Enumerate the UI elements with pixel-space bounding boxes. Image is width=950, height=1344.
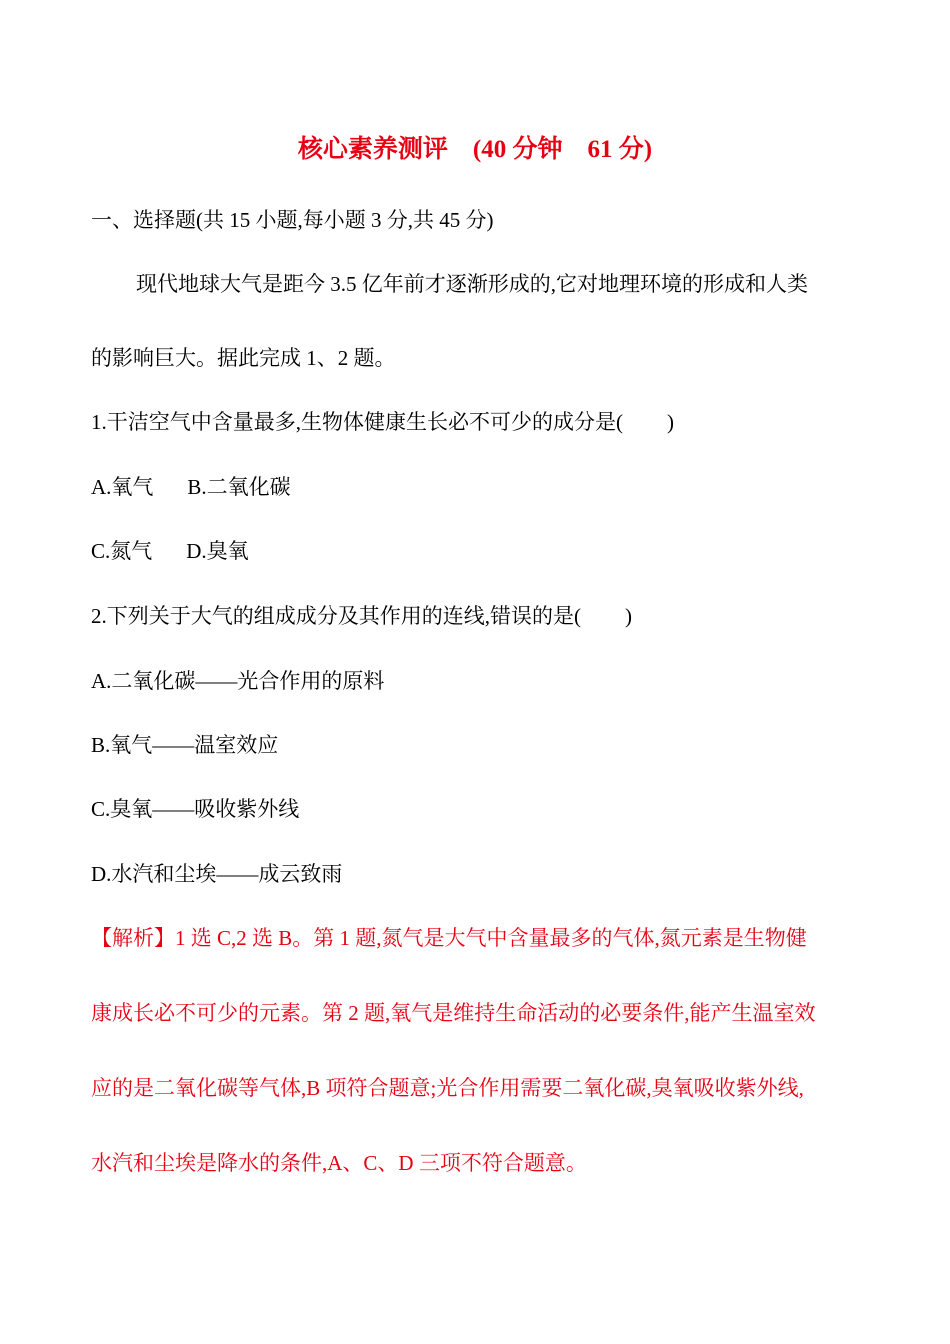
- question-2-option-c: C.臭氧——吸收紫外线: [91, 797, 300, 821]
- analysis-line-1: [91, 924, 807, 952]
- question-2-option-a: A.二氧化碳——光合作用的原料: [91, 669, 385, 693]
- question-1-option-d: D.臭氧: [186, 539, 249, 563]
- question-1-text: 1.干洁空气中含量最多,生物体健康生长必不可少的成分是(: [91, 410, 623, 434]
- intro-line-2: 的影响巨大。据此完成 1、2 题。: [91, 346, 396, 370]
- question-1-options-row-1: [91, 473, 291, 501]
- analysis-line-3: 应的是二氧化碳等气体,B 项符合题意;光合作用需要二氧化碳,臭氧吸收紫外线,: [91, 1076, 804, 1100]
- question-2-option-b: B.氧气——温室效应: [91, 733, 279, 757]
- analysis-line-2: 康成长必不可少的元素。第 2 题,氧气是维持生命活动的必要条件,能产生温室效: [91, 1001, 816, 1025]
- question-2-option-d: D.水汽和尘埃——成云致雨: [91, 862, 343, 886]
- intro-line-1: 现代地球大气是距今 3.5 亿年前才逐渐形成的,它对地理环境的形成和人类: [136, 272, 808, 296]
- analysis-tag: 【解析】: [91, 926, 175, 950]
- question-1-option-a: A.氧气: [91, 475, 154, 499]
- analysis-line-4: 水汽和尘埃是降水的条件,A、C、D 三项不符合题意。: [91, 1151, 587, 1175]
- section-heading: 一、选择题(共 15 小题,每小题 3 分,共 45 分): [91, 208, 494, 232]
- question-2-text: 2.下列关于大气的组成成分及其作用的连线,错误的是(: [91, 604, 581, 628]
- question-1-paren-close: ): [667, 410, 674, 434]
- question-1-stem: [91, 408, 674, 436]
- question-1-options-row-2: [91, 537, 249, 565]
- question-2-stem: [91, 602, 632, 630]
- question-2-paren-close: ): [625, 604, 632, 628]
- question-1-option-c: C.氮气: [91, 539, 153, 563]
- page-title: 核心素养测评 (40 分钟 61 分): [297, 136, 653, 163]
- question-1-option-b: B.二氧化碳: [187, 475, 291, 499]
- analysis-text-1: 1 选 C,2 选 B。第 1 题,氮气是大气中含量最多的气体,氮元素是生物健: [175, 926, 807, 950]
